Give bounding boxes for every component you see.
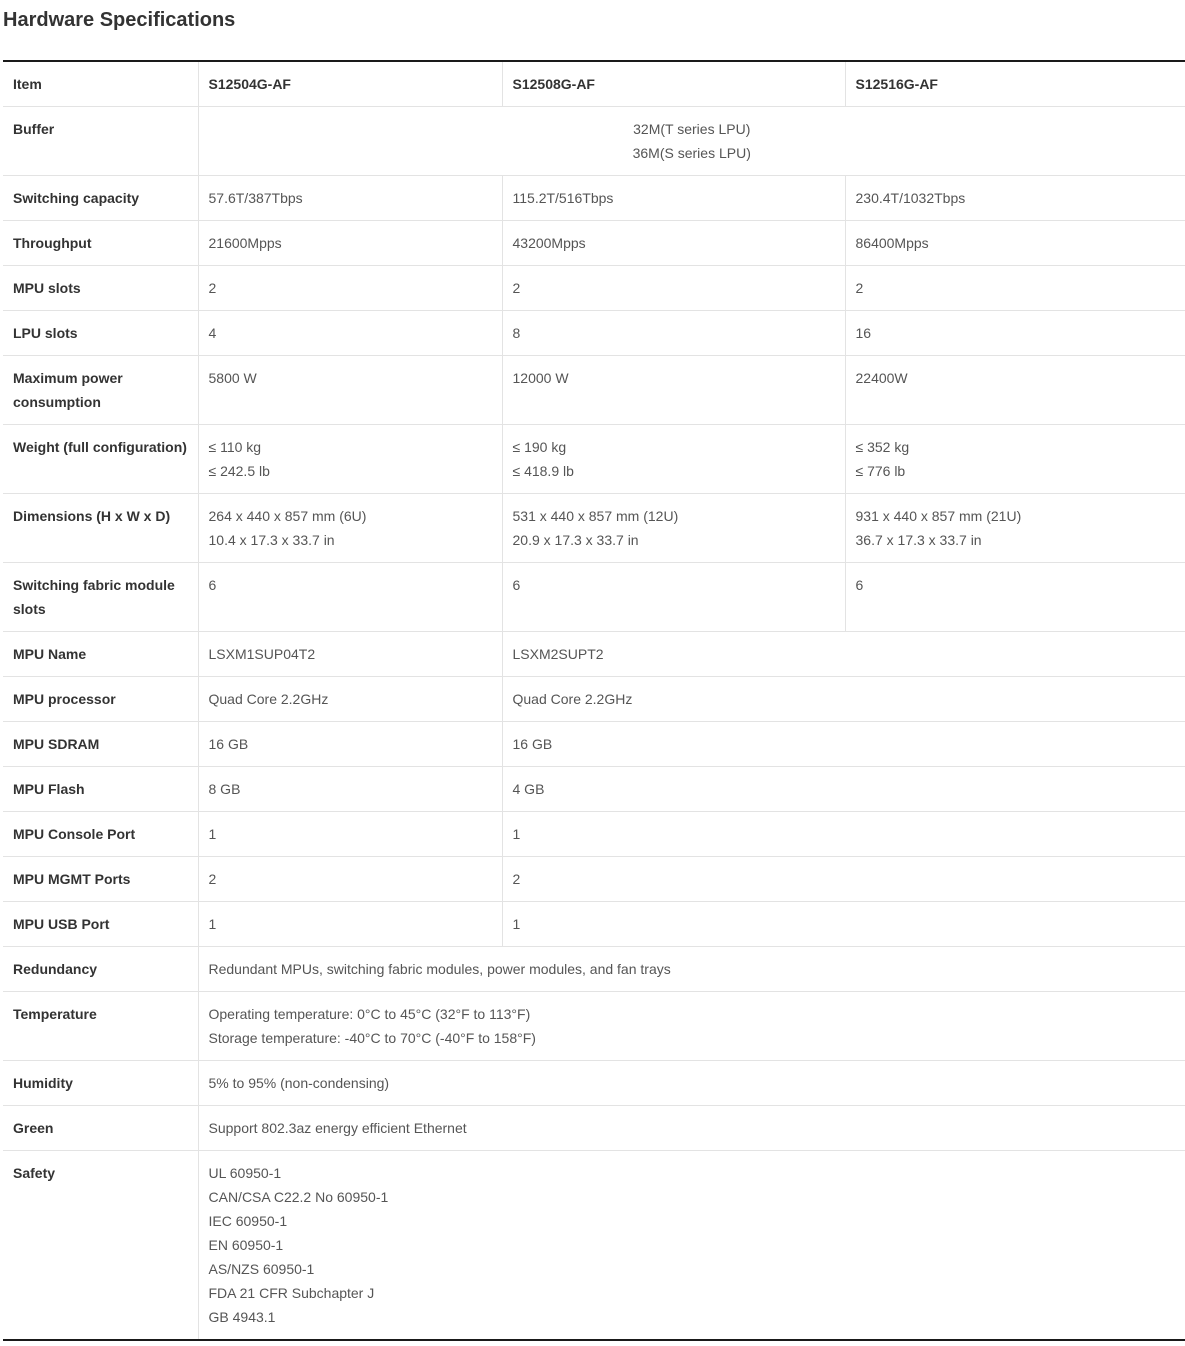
table-row [3, 1151, 1185, 1341]
cell-value: 1 [502, 812, 1185, 857]
row-label-buffer: Buffer [3, 107, 198, 176]
safety-standard: UL 60950-1 [208, 1165, 282, 1181]
cell-value: 8 [502, 311, 845, 356]
table-row [3, 221, 1185, 266]
header-model-3: S12516G-AF [845, 61, 1185, 107]
table-row [3, 722, 1185, 767]
table-row [3, 176, 1185, 221]
cell-value: 6 [198, 563, 502, 632]
cell-value: 57.6T/387Tbps [198, 176, 502, 221]
weight-lb: ≤ 242.5 lb [208, 463, 270, 479]
row-label-mpu-console: MPU Console Port [3, 812, 198, 857]
cell-value: 2 [198, 857, 502, 902]
table-row [3, 677, 1185, 722]
hardware-specs-table [3, 60, 1185, 1341]
cell-value [198, 494, 502, 563]
page-title: Hardware Specifications [3, 9, 236, 31]
dimensions-in: 10.4 x 17.3 x 33.7 in [208, 532, 335, 548]
row-label-lpu-slots: LPU slots [3, 311, 198, 356]
table-row [3, 563, 1185, 632]
cell-value: 1 [198, 812, 502, 857]
dimensions-mm: 531 x 440 x 857 mm (12U) [512, 508, 679, 524]
buffer-line: 32M(T series LPU) [633, 121, 751, 137]
cell-value [845, 494, 1185, 563]
cell-value: 16 GB [198, 722, 502, 767]
header-model-2: S12508G-AF [502, 61, 845, 107]
row-label-sfm-slots: Switching fabric module slots [3, 563, 198, 632]
weight-lb: ≤ 418.9 lb [512, 463, 574, 479]
cell-value: 43200Mpps [502, 221, 845, 266]
table-row [3, 107, 1185, 176]
row-label-max-power: Maximum power consumption [3, 356, 198, 425]
cell-value: 230.4T/1032Tbps [845, 176, 1185, 221]
cell-value: 2 [198, 266, 502, 311]
table-row [3, 266, 1185, 311]
cell-value [198, 992, 1185, 1061]
row-label-throughput: Throughput [3, 221, 198, 266]
safety-standard: IEC 60950-1 [208, 1213, 288, 1229]
dimensions-mm: 931 x 440 x 857 mm (21U) [855, 508, 1022, 524]
header-item: Item [3, 61, 198, 107]
safety-standard: EN 60950-1 [208, 1237, 284, 1253]
buffer-line: 36M(S series LPU) [632, 145, 751, 161]
cell-value: 6 [502, 563, 845, 632]
row-label-mpu-mgmt: MPU MGMT Ports [3, 857, 198, 902]
cell-value: Support 802.3az energy efficient Ethernet [198, 1106, 1185, 1151]
cell-value: 2 [845, 266, 1185, 311]
table-row [3, 425, 1185, 494]
weight-lb: ≤ 776 lb [855, 463, 906, 479]
cell-value: 1 [502, 902, 1185, 947]
table-row [3, 812, 1185, 857]
cell-value: LSXM2SUPT2 [502, 632, 1185, 677]
table-row [3, 356, 1185, 425]
cell-value: LSXM1SUP04T2 [198, 632, 502, 677]
safety-standard: AS/NZS 60950-1 [208, 1261, 315, 1277]
cell-value: 2 [502, 857, 1185, 902]
cell-value: 1 [198, 902, 502, 947]
dimensions-in: 36.7 x 17.3 x 33.7 in [855, 532, 982, 548]
table-row [3, 494, 1185, 563]
cell-value: 2 [502, 266, 845, 311]
safety-standard: GB 4943.1 [208, 1309, 276, 1325]
dimensions-in: 20.9 x 17.3 x 33.7 in [512, 532, 639, 548]
row-label-switching-capacity: Switching capacity [3, 176, 198, 221]
row-label-redundancy: Redundancy [3, 947, 198, 992]
table-row [3, 857, 1185, 902]
row-label-mpu-usb: MPU USB Port [3, 902, 198, 947]
table-row [3, 1061, 1185, 1106]
cell-value: Quad Core 2.2GHz [502, 677, 1185, 722]
cell-value: Redundant MPUs, switching fabric modules, power modules, and fan trays [198, 947, 1185, 992]
cell-buffer [198, 107, 1185, 176]
operating-temperature: Operating temperature: 0°C to 45°C (32°F to 113°F) [208, 1006, 531, 1022]
row-label-mpu-slots: MPU slots [3, 266, 198, 311]
cell-value: 21600Mpps [198, 221, 502, 266]
cell-value: 12000 W [502, 356, 845, 425]
cell-value [502, 425, 845, 494]
cell-value: 6 [845, 563, 1185, 632]
row-label-mpu-name: MPU Name [3, 632, 198, 677]
row-label-green: Green [3, 1106, 198, 1151]
dimensions-mm: 264 x 440 x 857 mm (6U) [208, 508, 367, 524]
cell-value [198, 1151, 1185, 1341]
cell-value: 115.2T/516Tbps [502, 176, 845, 221]
weight-kg: ≤ 190 kg [512, 439, 567, 455]
header-model-1: S12504G-AF [198, 61, 502, 107]
cell-value: 16 GB [502, 722, 1185, 767]
table-row [3, 632, 1185, 677]
table-row [3, 992, 1185, 1061]
row-label-dimensions: Dimensions (H x W x D) [3, 494, 198, 563]
row-label-mpu-flash: MPU Flash [3, 767, 198, 812]
row-label-mpu-processor: MPU processor [3, 677, 198, 722]
cell-value: 16 [845, 311, 1185, 356]
cell-value: 8 GB [198, 767, 502, 812]
weight-kg: ≤ 110 kg [208, 439, 262, 455]
cell-value [845, 425, 1185, 494]
cell-value [198, 425, 502, 494]
row-label-safety: Safety [13, 1165, 56, 1181]
row-label-temperature: Temperature [3, 992, 198, 1061]
table-row [3, 902, 1185, 947]
cell-value: Quad Core 2.2GHz [198, 677, 502, 722]
safety-standard: FDA 21 CFR Subchapter J [208, 1285, 375, 1301]
cell-value: 86400Mpps [845, 221, 1185, 266]
row-label-mpu-sdram: MPU SDRAM [3, 722, 198, 767]
table-row [3, 1106, 1185, 1151]
table-header-row [3, 61, 1185, 107]
cell-value [502, 494, 845, 563]
row-label-weight: Weight (full configuration) [3, 425, 198, 494]
cell-value: 5800 W [198, 356, 502, 425]
table-row [3, 767, 1185, 812]
cell-value: 22400W [845, 356, 1185, 425]
row-label-humidity: Humidity [3, 1061, 198, 1106]
cell-value: 4 [198, 311, 502, 356]
table-row [3, 947, 1185, 992]
storage-temperature: Storage temperature: -40°C to 70°C (-40°F to 158°F) [208, 1030, 536, 1046]
safety-standard: CAN/CSA C22.2 No 60950-1 [208, 1189, 389, 1205]
table-row [3, 311, 1185, 356]
cell-value: 4 GB [502, 767, 1185, 812]
weight-kg: ≤ 352 kg [855, 439, 910, 455]
cell-value: 5% to 95% (non-condensing) [198, 1061, 1185, 1106]
